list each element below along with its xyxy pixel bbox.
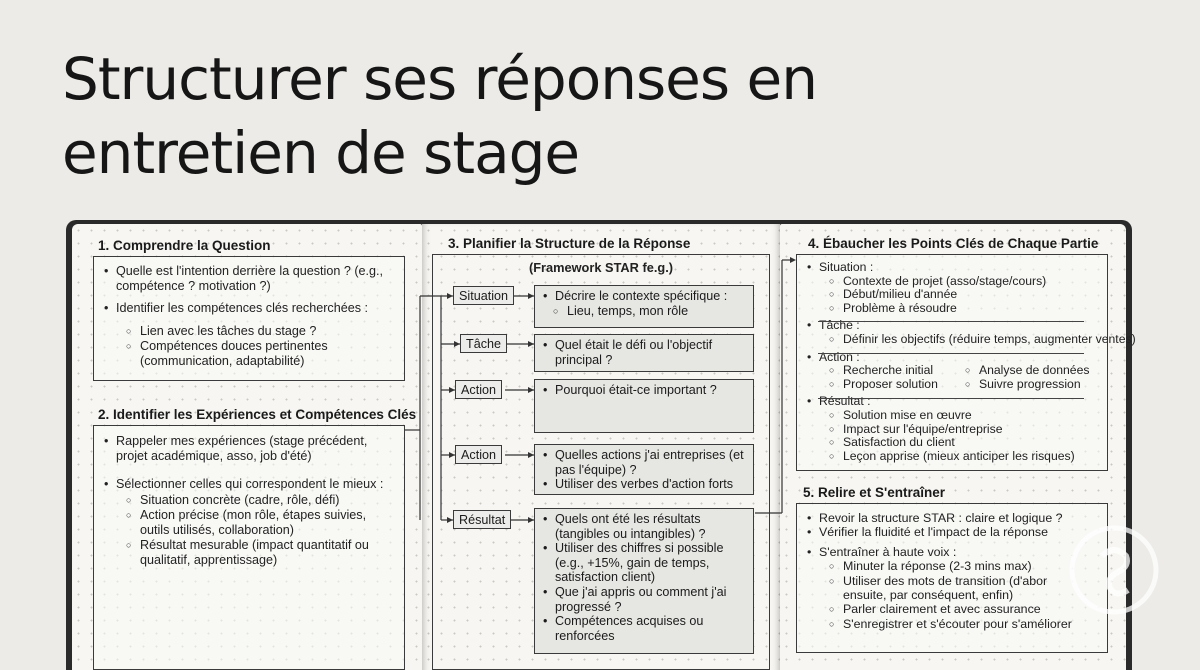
star-situation-text: • Décrire le contexte spécifique : <box>541 289 747 304</box>
star-resultat-text1: • Quels ont été les résultats (tangibles ou intangibles) ? <box>541 512 747 541</box>
s4-situation-item: ○ Début/milieu d'année <box>829 288 1101 302</box>
section-4-title: 4. Ébaucher les Points Clés de Chaque Partie <box>808 236 1099 251</box>
star-tag-resultat: Résultat <box>453 510 511 529</box>
star-tag-action-1: Action <box>455 380 502 399</box>
s4-resultat-item: ○ Leçon apprise (mieux anticiper les risques) <box>829 450 1101 464</box>
section-1-title: 1. Comprendre la Question <box>98 238 271 253</box>
s5-sub-item: ○ S'enregistrer et s'écouter pour s'améliorer <box>829 617 1101 631</box>
s2-sub-action: ○ Action précise (mon rôle, étapes suivies, outils utilisés, collaboration) <box>126 508 396 538</box>
star-resultat-text2: • Utiliser des chiffres si possible (e.g., +15%, gain de temps, satisfaction client) <box>541 541 747 585</box>
star-tag-tache: Tâche <box>460 334 507 353</box>
s5-sub-item-continued: ensuite, par conséquent, enfin) <box>843 588 1014 603</box>
star-action2-text1: • Quelles actions j'ai entreprises (et pas l'équipe) ? <box>541 448 747 477</box>
s4-resultat-item: ○ Satisfaction du client <box>829 436 1101 450</box>
s1-bullet-intention: • Quelle est l'intention derrière la question ? (e.g., compétence ? motivation ?) <box>102 264 396 294</box>
s1-bullet-competences: • Identifier les compétences clés recherchées : <box>102 301 396 316</box>
s4-resultat-label: • Résultat : <box>805 395 1101 409</box>
star-action2-text2: • Utiliser des verbes d'action forts <box>541 477 747 492</box>
section-5-box <box>796 503 1108 653</box>
watermark-logo <box>1064 520 1164 620</box>
s5-sub-item: ○ Parler clairement et avec assurance <box>829 602 1101 616</box>
star-tag-situation: Situation <box>453 286 514 305</box>
section-2-box <box>93 425 405 670</box>
s4-divider <box>818 353 1084 354</box>
star-box-action-2 <box>534 444 754 495</box>
s2-bullet-rappeler: • Rappeler mes expériences (stage précédent, projet académique, asso, job d'été) <box>102 434 396 464</box>
s4-action-grid <box>805 364 1101 391</box>
s4-action-label: • Action : <box>805 351 1101 365</box>
s4-divider <box>818 321 1084 322</box>
star-box-resultat <box>534 508 754 654</box>
s5-bullet-entrainer: • S'entraîner à haute voix : <box>805 545 1101 559</box>
s5-sub-item: ○ Utiliser des mots de transition (d'abor <box>829 574 1101 588</box>
star-box-tache <box>534 334 754 372</box>
s5-bullet-verifier: • Vérifier la fluidité et l'impact de la réponse <box>805 525 1101 539</box>
s2-sub-situation: ○ Situation concrète (cadre, rôle, défi) <box>126 493 396 508</box>
star-tag-action-2: Action <box>455 445 502 464</box>
s2-sub-resultat: ○ Résultat mesurable (impact quantitatif ou qualitatif, apprentissage) <box>126 538 396 568</box>
star-resultat-text3: • Que j'ai appris ou comment j'ai progressé ? <box>541 585 747 614</box>
star-tache-text: • Quel était le défi ou l'objectif principal ? <box>541 338 747 367</box>
s4-action-item: ○ Suivre progression <box>965 378 1101 392</box>
section-1-box <box>93 256 405 381</box>
s1-sub-soft-skills: ○ Compétences douces pertinentes (communication, adaptabilité) <box>126 339 396 369</box>
section-3-title: 3. Planifier la Structure de la Réponse <box>448 236 691 251</box>
star-box-action-1 <box>534 379 754 433</box>
star-resultat-text4: • Compétences acquises ou renforcées <box>541 614 747 643</box>
section-4-box <box>796 254 1136 471</box>
s4-action-item: ○ Analyse de données <box>965 364 1101 378</box>
s4-resultat-item: ○ Impact sur l'équipe/entreprise <box>829 423 1101 437</box>
section-5-title: 5. Relire et S'entraîner <box>803 485 946 500</box>
s5-bullet-revoir: • Revoir la structure STAR : claire et logique ? <box>805 511 1101 525</box>
star-situation-sub: ○ Lieu, temps, mon rôle <box>553 304 747 319</box>
s4-tache-label: • Tâche : <box>805 319 1101 333</box>
s4-action-item: ○ Recherche initial <box>829 364 965 378</box>
s4-action-item: ○ Proposer solution <box>829 378 965 392</box>
s4-situation-item: ○ Contexte de projet (asso/stage/cours) <box>829 275 1101 289</box>
star-action1-text: • Pourquoi était-ce important ? <box>541 383 747 398</box>
s4-divider <box>818 398 1084 399</box>
s4-situation-item: ○ Problème à résoudre <box>829 302 1101 316</box>
s4-situation-label: • Situation : <box>805 261 1101 275</box>
s1-sub-taches: ○ Lien avec les tâches du stage ? <box>126 324 396 339</box>
page-title: Structurer ses réponses en entretien de stage <box>62 45 817 187</box>
s5-sub-item: ○ Minuter la réponse (2-3 mins max) <box>829 559 1101 573</box>
section-2-title: 2. Identifier les Expériences et Compétences Clés <box>98 407 417 422</box>
s4-resultat-item: ○ Solution mise en œuvre <box>829 409 1101 423</box>
s2-bullet-selectionner: • Sélectionner celles qui correspondent le mieux : <box>102 477 396 492</box>
section-3-framework: (Framework STAR fe.g.) <box>528 260 674 275</box>
s4-tache-item: ○ Définir les objectifs (réduire temps, augmenter ventes) <box>829 333 1101 347</box>
star-box-situation <box>534 285 754 328</box>
